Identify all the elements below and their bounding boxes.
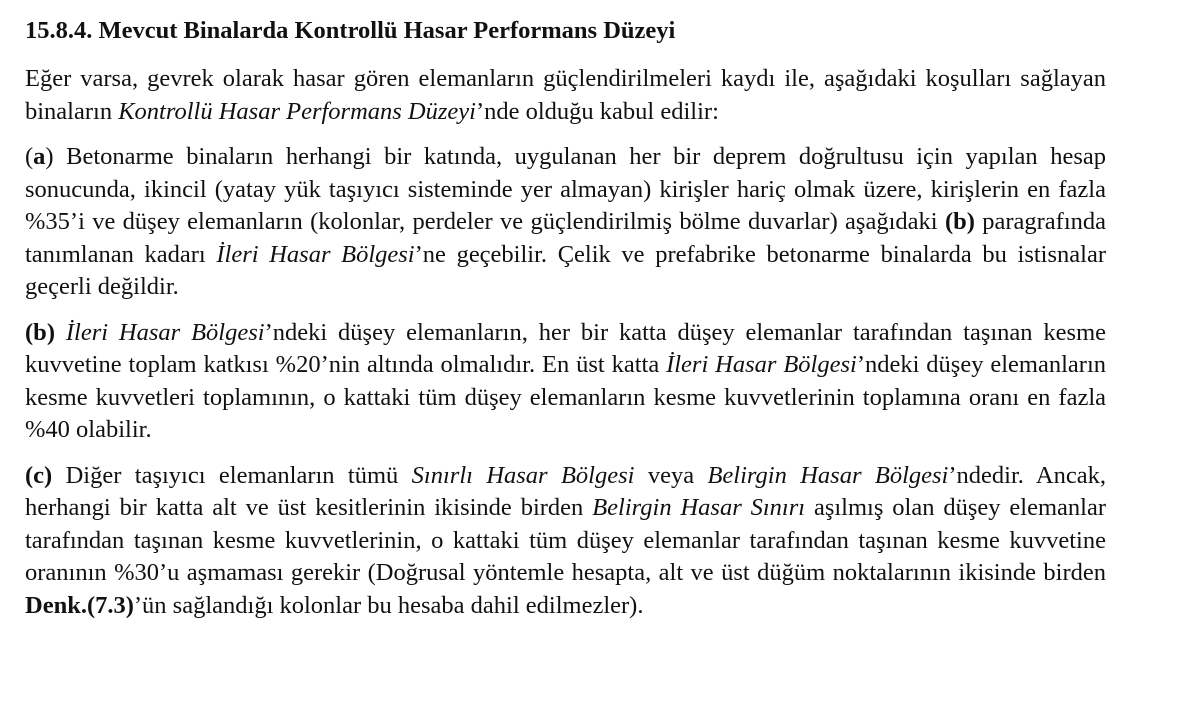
section-title: 15.8.4. Mevcut Binalarda Kontrollü Hasar Performans Düzeyi — [25, 17, 676, 44]
paragraph-a-marker: (a) — [25, 143, 54, 170]
paragraph-b-text-1: ’ndeki düşey elemanların, her bir katta düşey elemanlar tarafından taşınan kesme kuvvetine toplam katkısı %20’nin altında olmalıdır. En üst katta — [25, 318, 1107, 378]
section-heading — [25, 14, 1106, 48]
paragraph-a-term: İleri Hasar Bölgesi — [216, 240, 415, 268]
paragraph-a-reference: (b) — [944, 208, 975, 235]
paragraph-b-text-2: ’ndeki düşey elemanların kesme kuvvetleri toplamının, o kattaki tüm düşey elemanların kesme kuvvetlerinin toplamına oranı en fazla %40 olabilir. — [25, 351, 1106, 443]
paragraph-c-marker: (c) — [25, 461, 53, 489]
paragraph-b-marker: (b) — [25, 318, 55, 346]
paragraph-c-text-3: ’ndedir. Ancak, herhangi bir katta alt ve üst kesitlerinin ikisinde birden — [25, 461, 1106, 521]
paragraph-c-term-1: Sınırlı Hasar Bölgesi — [411, 461, 635, 489]
paragraph-c-letter: c — [33, 461, 45, 489]
paragraph-a-text-3: ’ne geçebilir. Çelik ve prefabrike betonarme binalarda bu istisnalar geçerli değildir. — [25, 240, 1106, 300]
intro-paragraph — [25, 63, 1106, 128]
paragraph-b — [25, 317, 1106, 447]
paragraph-a-text-2: paragrafında tanımlanan kadarı — [25, 208, 1107, 268]
paragraph-b-letter: b — [33, 318, 47, 346]
paragraph-c-text-4: aşılmış olan düşey elemanlar tarafından taşınan kesme kuvvetlerinin, o kattaki tüm düşey elemanlar tarafından taşınan kesme kuvvetine oranının %30’u aşmaması gerekir (Doğrusal yöntemle hesapta, alt ve üst düğüm noktalarının ikisinde birden — [25, 494, 1106, 586]
paragraph-c-text-2: veya — [634, 461, 708, 489]
paragraph-c-text-1: Diğer taşıyıcı elemanların tümü — [52, 461, 412, 489]
paragraph-c-text-5: ’ün sağlandığı kolonlar bu hesaba dahil edilmezler). — [133, 591, 644, 619]
intro-text-2: ’nde olduğu kabul edilir: — [475, 97, 719, 125]
paragraph-b-term-2: İleri Hasar Bölgesi — [666, 351, 857, 378]
paragraph-a-text-1: Betonarme binaların herhangi bir katında, uygulanan her bir deprem doğrultusu için yapılan hesap sonucunda, ikincil (yatay yük taşıyıcı sisteminde yer almayan) kirişler hariç olmak üzere, kirişlerin en fazla %35’i ve düşey elemanların (kolonlar, perdeler ve güçlendirilmiş bölme duvarlar) aşağıdaki — [25, 143, 1106, 235]
intro-term: Kontrollü Hasar Performans Düzeyi — [118, 97, 476, 125]
paragraph-c — [25, 460, 1106, 623]
paragraph-a — [25, 141, 1106, 304]
paragraph-b-term-1: İleri Hasar Bölgesi — [65, 318, 265, 346]
paragraph-c-term-2: Belirgin Hasar Bölgesi — [707, 461, 949, 489]
intro-text-1: Eğer varsa, gevrek olarak hasar gören elemanların güçlendirilmeleri kaydı ile, aşağıdaki koşulları sağlayan binaların — [25, 65, 1106, 125]
paragraph-c-equation-reference: Denk.(7.3) — [25, 591, 134, 619]
paragraph-c-term-3: Belirgin Hasar Sınırı — [592, 494, 806, 521]
paragraph-a-letter: a — [33, 143, 46, 170]
